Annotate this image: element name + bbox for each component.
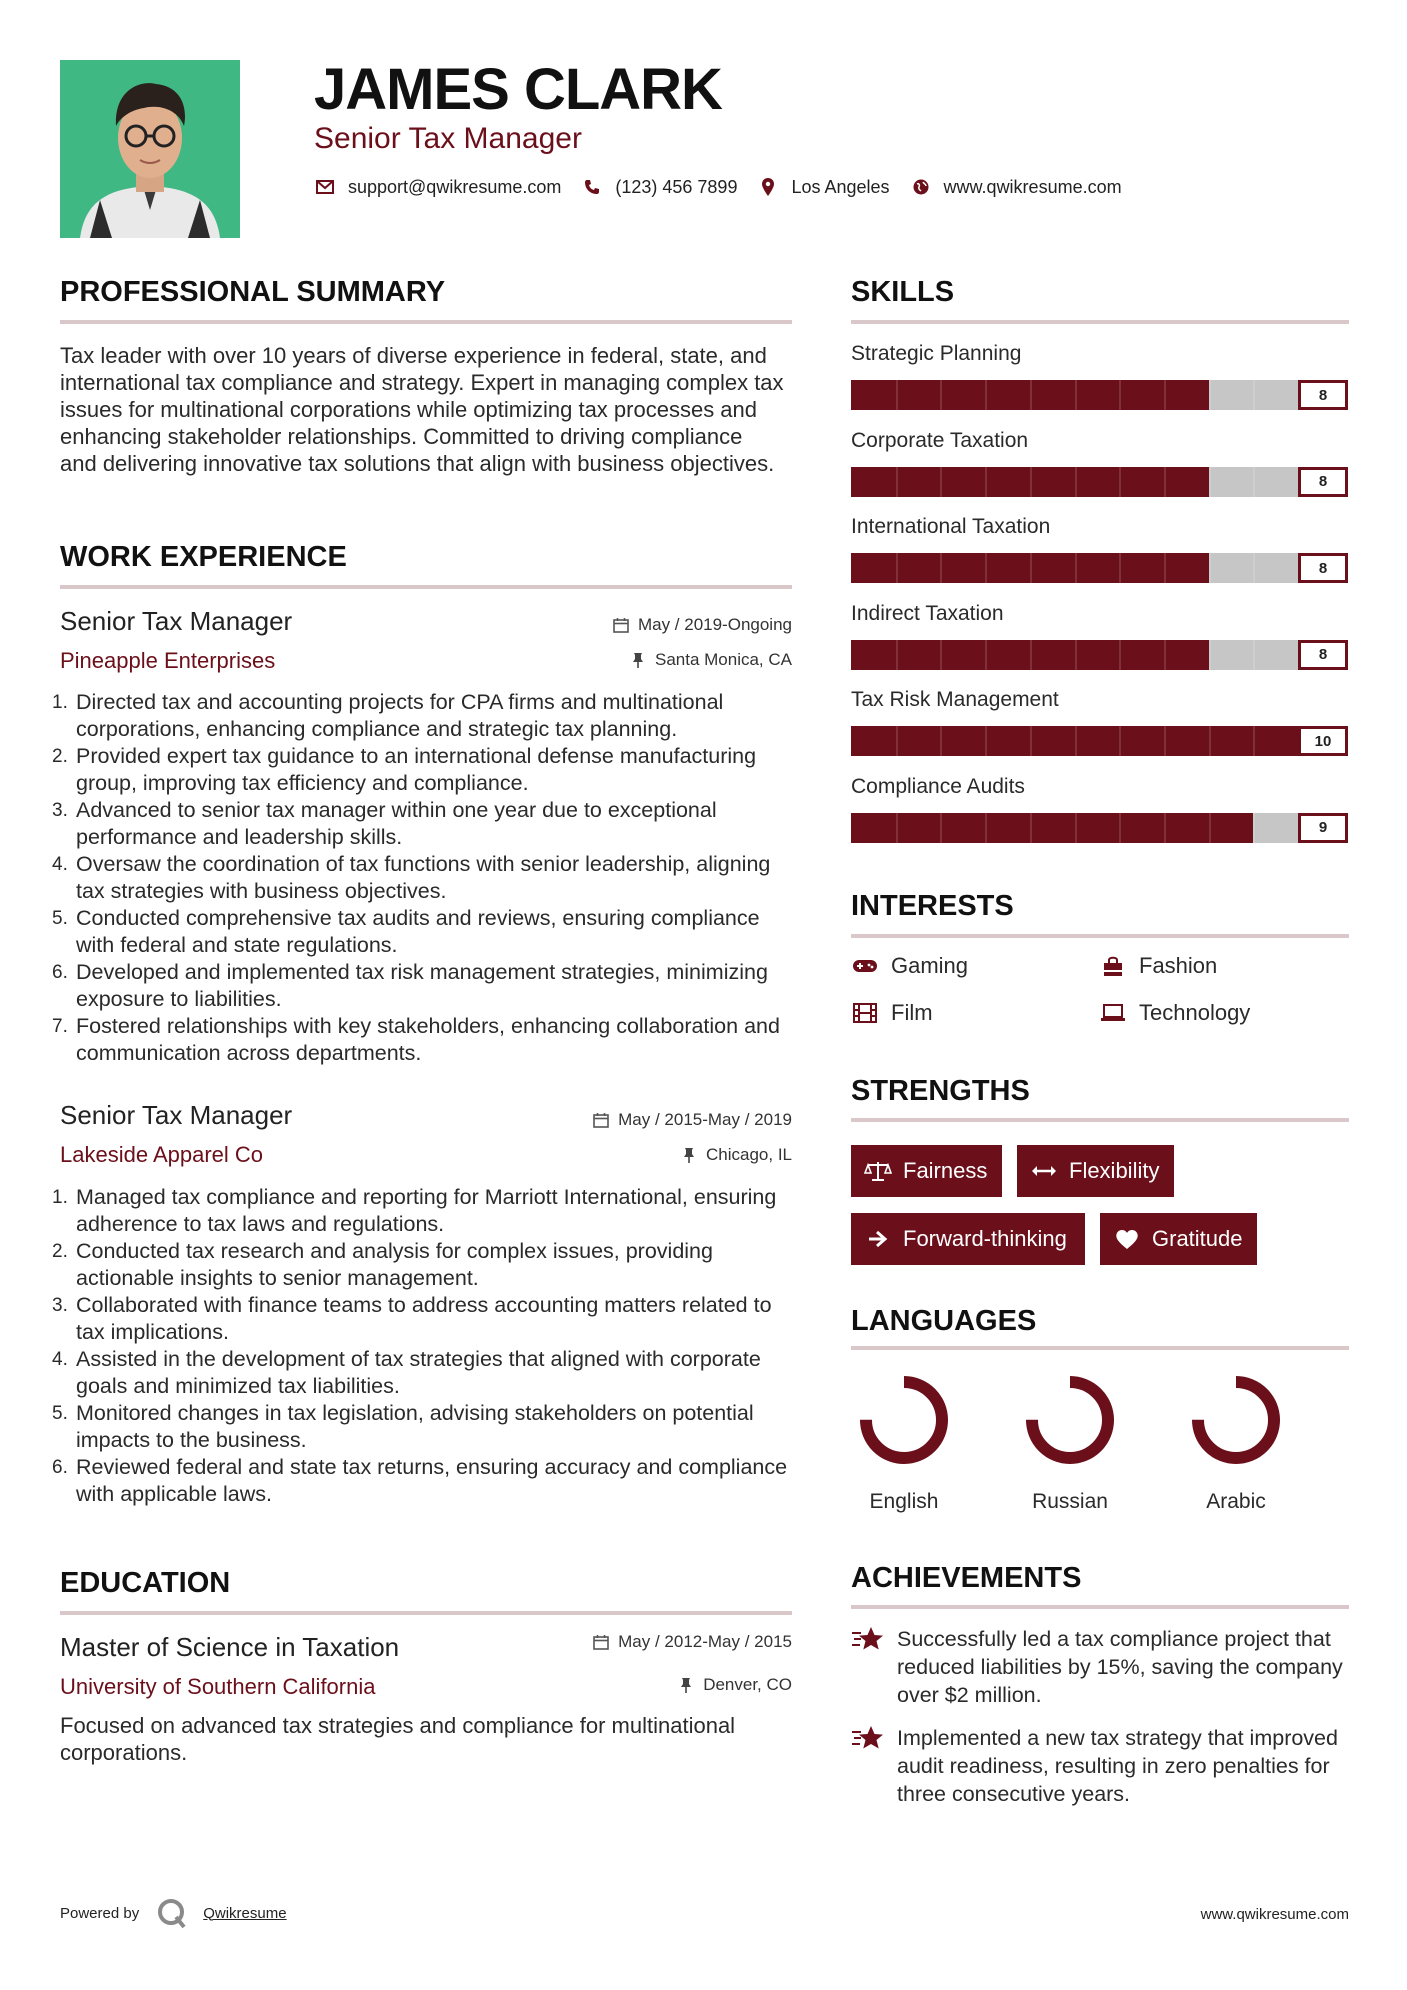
list-item-number: 5. — [52, 908, 68, 929]
list-item — [52, 1013, 797, 1067]
language-item — [1176, 1370, 1296, 1514]
skill-bar-segment — [985, 726, 987, 756]
experience-heading: WORK EXPERIENCE — [60, 541, 347, 573]
skill-level-badge: 8 — [1298, 553, 1348, 583]
skill-label: Compliance Audits — [851, 774, 1025, 798]
language-level-arc — [866, 1382, 942, 1458]
language-label: Russian — [1032, 1490, 1108, 1513]
skill-bar-segment — [985, 553, 987, 583]
job-location — [492, 650, 792, 670]
email-text: support@qwikresume.com — [348, 176, 562, 197]
skill-bar-segment — [1164, 380, 1166, 410]
list-item-number: 1. — [52, 1187, 68, 1208]
heart-icon — [1112, 1227, 1142, 1251]
skill-bar-segment — [1030, 380, 1032, 410]
job-dates-text: May / 2019-Ongoing — [637, 615, 792, 634]
skill-bar-segment — [1209, 726, 1211, 756]
education-location-text: Denver, CO — [703, 1675, 792, 1694]
skill-bar-segment — [1164, 640, 1166, 670]
envelope-icon — [314, 176, 336, 198]
skill-level-badge: 8 — [1298, 380, 1348, 410]
job-company: Lakeside Apparel Co — [60, 1142, 264, 1167]
languages-divider — [851, 1346, 1349, 1350]
list-item-number: 4. — [52, 1349, 68, 1370]
job-location — [492, 1145, 792, 1165]
skill-bar-segment — [1164, 726, 1166, 756]
skill-bar-segment — [1030, 467, 1032, 497]
list-item — [52, 1454, 797, 1508]
strength-flexibility — [1017, 1145, 1174, 1197]
skill-bar — [851, 380, 1348, 410]
list-item-number: 4. — [52, 854, 68, 875]
skill-bar-segment — [940, 640, 942, 670]
job-dates — [492, 615, 792, 635]
list-item — [52, 905, 797, 959]
job-title: Senior Tax Manager — [60, 1100, 293, 1130]
strength-label: Flexibility — [1069, 1158, 1160, 1183]
list-item-text: Advanced to senior tax manager within one year due to exceptional performance and leadership skills. — [76, 798, 717, 849]
skill-bar-segment — [1075, 813, 1077, 843]
job-location-text: Santa Monica, CA — [654, 650, 792, 669]
list-item-number: 7. — [52, 1016, 68, 1037]
skill-bar-segment — [1075, 467, 1077, 497]
school-name: University of Southern California — [60, 1674, 376, 1699]
job-company: Pineapple Enterprises — [60, 648, 276, 673]
skill-bar-segment — [1030, 640, 1032, 670]
calendar-icon — [592, 1633, 610, 1651]
degree-title: Master of Science in Taxation — [60, 1632, 400, 1662]
list-item — [52, 959, 797, 1013]
profile-photo — [60, 60, 240, 238]
strength-fairness — [851, 1145, 1002, 1197]
interest-label: Gaming — [891, 953, 969, 978]
interest-gaming — [851, 953, 968, 979]
strength-label: Gratitude — [1152, 1226, 1243, 1251]
language-label: English — [869, 1490, 939, 1513]
language-level-ring — [854, 1370, 954, 1470]
skill-bar-fill — [851, 813, 1253, 843]
list-item — [52, 1400, 797, 1454]
strengths-heading: STRENGTHS — [851, 1075, 1030, 1107]
list-item-text: Monitored changes in tax legislation, advising stakeholders on potential impacts to the business. — [76, 1401, 754, 1452]
contact-bar — [314, 176, 1142, 198]
interest-technology — [1099, 1000, 1250, 1026]
job-responsibilities — [52, 1184, 797, 1508]
laptop-icon — [1099, 1001, 1127, 1025]
contact-website[interactable] — [910, 176, 1122, 198]
footer-branding — [60, 1896, 287, 1930]
skill-bar-segment — [985, 380, 987, 410]
job-location-text: Chicago, IL — [706, 1145, 792, 1164]
brand-link[interactable]: Qwikresume — [203, 1904, 287, 1922]
skill-bar-segment — [985, 467, 987, 497]
interest-label: Technology — [1139, 1000, 1251, 1025]
achievement-text: Implemented a new tax strategy that improved audit readiness, resulting in zero penalties for three consecutive years. — [897, 1726, 1338, 1806]
skill-bar-segment — [896, 380, 898, 410]
skills-heading: SKILLS — [851, 276, 955, 308]
skill-bar-segment — [1209, 813, 1211, 843]
powered-by-text: Powered by — [60, 1904, 140, 1922]
skill-bar — [851, 553, 1348, 583]
skill-bar-segment — [1075, 380, 1077, 410]
interest-fashion — [1099, 953, 1217, 979]
language-level-ring — [1186, 1370, 1286, 1470]
list-item — [52, 1346, 797, 1400]
interest-label: Fashion — [1139, 953, 1218, 978]
summary-text: Tax leader with over 10 years of diverse experience in federal, state, and international tax compliance and strategy. Expert in managing complex tax issues for multinational corporations while optimizing tax processes and enhancing stakeholder relationships. Committed to driving compliance and delivering innovative tax solutions that align with business objectives. — [60, 343, 784, 476]
job-dates — [492, 1110, 792, 1130]
skill-bar-segment — [1030, 726, 1032, 756]
list-item — [52, 1238, 797, 1292]
list-item-text: Provided expert tax guidance to an international defense manufacturing group, improving tax efficiency and compliance. — [76, 744, 757, 795]
summary-divider — [60, 320, 792, 324]
skill-bar-segment — [1253, 380, 1255, 410]
shopping-bag-icon — [1099, 954, 1127, 978]
skill-bar-segment — [1030, 553, 1032, 583]
skill-bar-segment — [1030, 813, 1032, 843]
skill-bar-segment — [1253, 467, 1255, 497]
footer-website[interactable]: www.qwikresume.com — [1200, 1906, 1349, 1923]
skill-bar-segment — [1075, 726, 1077, 756]
interest-label: Film — [891, 1000, 933, 1025]
skill-bar-segment — [896, 640, 898, 670]
language-level-arc — [1032, 1382, 1108, 1458]
qwikresume-logo-icon — [155, 1896, 189, 1930]
experience-divider — [60, 585, 792, 589]
map-pin-icon — [757, 176, 779, 198]
education-heading: EDUCATION — [60, 1567, 231, 1599]
list-item-text: Assisted in the development of tax strategies that aligned with corporate goals and minimized tax liabilities. — [76, 1347, 761, 1398]
pushpin-icon — [677, 1676, 695, 1694]
skill-bar-segment — [1253, 726, 1255, 756]
skill-bar-segment — [940, 726, 942, 756]
skill-bar-segment — [896, 553, 898, 583]
skill-bar-segment — [940, 380, 942, 410]
education-location — [492, 1675, 792, 1695]
list-item-number: 2. — [52, 1241, 68, 1262]
skill-bar-segment — [1253, 640, 1255, 670]
list-item-text: Reviewed federal and state tax returns, ensuring accuracy and compliance with applicable laws. — [76, 1455, 788, 1506]
achievements-divider — [851, 1605, 1349, 1609]
skill-bar-segment — [1119, 380, 1121, 410]
skill-bar-segment — [1075, 640, 1077, 670]
skill-bar-segment — [1164, 813, 1166, 843]
strength-gratitude — [1100, 1213, 1257, 1265]
list-item — [52, 1292, 797, 1346]
summary-heading: PROFESSIONAL SUMMARY — [60, 276, 446, 308]
achievement-text: Successfully led a tax compliance project that reduced liabilities by 15%, saving the company over $2 million. — [897, 1627, 1343, 1707]
education-dates — [492, 1632, 792, 1652]
skill-bar-segment — [1119, 553, 1121, 583]
arrow-right-icon — [863, 1227, 893, 1251]
list-item-number: 3. — [52, 1295, 68, 1316]
strength-label: Fairness — [903, 1158, 988, 1183]
skill-bar-segment — [1075, 553, 1077, 583]
job-responsibilities — [52, 689, 797, 1067]
education-dates-text: May / 2012-May / 2015 — [618, 1632, 792, 1651]
globe-icon — [910, 176, 932, 198]
skill-bar-segment — [985, 813, 987, 843]
language-level-arc — [1198, 1382, 1274, 1458]
skill-bar-segment — [1209, 553, 1211, 583]
achievement-item — [851, 1724, 1352, 1808]
location-text: Los Angeles — [791, 176, 890, 197]
skill-bar — [851, 813, 1348, 843]
list-item-text: Oversaw the coordination of tax functions with senior leadership, aligning tax strategies with business objectives. — [76, 852, 771, 903]
contact-email[interactable] — [314, 176, 561, 198]
skill-level-badge: 8 — [1298, 640, 1348, 670]
skill-label: International Taxation — [851, 515, 1051, 538]
list-item-text: Fostered relationships with key stakeholders, enhancing collaboration and communication across departments. — [76, 1014, 780, 1065]
skill-label: Indirect Taxation — [851, 601, 1004, 625]
list-item-number: 6. — [52, 1457, 68, 1478]
skill-bar-segment — [1119, 467, 1121, 497]
balance-scale-icon — [863, 1159, 893, 1183]
skill-bar-segment — [896, 813, 898, 843]
list-item-number: 2. — [52, 746, 68, 767]
achievements-heading: ACHIEVEMENTS — [851, 1562, 1082, 1594]
star-award-icon — [851, 1724, 887, 1754]
skill-bar-segment — [1253, 553, 1255, 583]
interest-film — [851, 1000, 933, 1026]
list-item-number: 3. — [52, 800, 68, 821]
skill-level-badge: 10 — [1298, 726, 1348, 756]
skill-bar-segment — [940, 467, 942, 497]
skill-bar-segment — [1209, 380, 1211, 410]
list-item-text: Conducted comprehensive tax audits and reviews, ensuring compliance with federal and state regulations. — [76, 906, 760, 957]
strength-label: Forward-thinking — [903, 1226, 1067, 1251]
language-item — [844, 1370, 964, 1514]
skill-bar-segment — [1209, 467, 1211, 497]
arrows-horizontal-icon — [1029, 1159, 1059, 1183]
gamepad-icon — [851, 954, 879, 978]
contact-location — [757, 176, 889, 198]
language-label: Arabic — [1206, 1490, 1266, 1513]
skill-bar-segment — [1119, 726, 1121, 756]
skill-bar — [851, 467, 1348, 497]
website-text: www.qwikresume.com — [943, 176, 1122, 197]
language-item — [1010, 1370, 1130, 1514]
skill-bar-segment — [1164, 553, 1166, 583]
skill-bar-segment — [1253, 813, 1255, 843]
skill-bar-segment — [940, 553, 942, 583]
skill-bar-segment — [1209, 640, 1211, 670]
list-item — [52, 797, 797, 851]
skill-bar — [851, 726, 1348, 756]
candidate-name: JAMES CLARK — [314, 57, 722, 122]
skill-level-badge: 9 — [1298, 813, 1348, 843]
achievement-item — [851, 1625, 1352, 1709]
skill-label: Tax Risk Management — [851, 688, 1059, 711]
skill-bar-segment — [1164, 467, 1166, 497]
skill-label: Strategic Planning — [851, 342, 1022, 365]
list-item-text: Directed tax and accounting projects for CPA firms and multinational corporations, enhancing compliance and strategic tax planning. — [76, 690, 724, 741]
skill-level-badge: 8 — [1298, 467, 1348, 497]
skill-bar-segment — [985, 640, 987, 670]
list-item — [52, 1184, 797, 1238]
list-item-number: 1. — [52, 692, 68, 713]
skill-bar-segment — [896, 467, 898, 497]
skill-label: Corporate Taxation — [851, 428, 1029, 452]
list-item — [52, 743, 797, 797]
star-award-icon — [851, 1625, 887, 1655]
strengths-divider — [851, 1118, 1349, 1122]
phone-icon — [581, 176, 603, 198]
strength-forward-thinking — [851, 1213, 1085, 1265]
pushpin-icon — [680, 1146, 698, 1164]
list-item — [52, 689, 797, 743]
list-item-number: 6. — [52, 962, 68, 983]
pushpin-icon — [629, 651, 647, 669]
calendar-icon — [612, 616, 630, 634]
languages-heading: LANGUAGES — [851, 1305, 1037, 1337]
candidate-title: Senior Tax Manager — [314, 122, 582, 155]
list-item-text: Developed and implemented tax risk management strategies, minimizing exposure to liabilities. — [76, 960, 768, 1011]
interests-divider — [851, 934, 1349, 938]
education-divider — [60, 1611, 792, 1615]
skills-divider — [851, 320, 1349, 324]
contact-phone[interactable] — [581, 176, 737, 198]
skill-bar-segment — [1119, 813, 1121, 843]
skill-bar-segment — [940, 813, 942, 843]
list-item-text: Conducted tax research and analysis for complex issues, providing actionable insights to senior management. — [76, 1239, 713, 1290]
list-item-text: Collaborated with finance teams to address accounting matters related to tax implications. — [76, 1293, 772, 1344]
list-item-number: 5. — [52, 1403, 68, 1424]
list-item-text: Managed tax compliance and reporting for Marriott International, ensuring adherence to tax laws and regulations. — [76, 1185, 777, 1236]
education-description: Focused on advanced tax strategies and compliance for multinational corporations. — [60, 1713, 736, 1765]
film-icon — [851, 1001, 879, 1025]
skill-bar-segment — [1119, 640, 1121, 670]
list-item — [52, 851, 797, 905]
job-title: Senior Tax Manager — [60, 606, 293, 636]
skill-bar-segment — [896, 726, 898, 756]
interests-heading: INTERESTS — [851, 890, 1014, 922]
job-dates-text: May / 2015-May / 2019 — [618, 1110, 792, 1129]
phone-text: (123) 456 7899 — [615, 176, 738, 197]
skill-bar — [851, 640, 1348, 670]
calendar-icon — [592, 1111, 610, 1129]
language-level-ring — [1020, 1370, 1120, 1470]
